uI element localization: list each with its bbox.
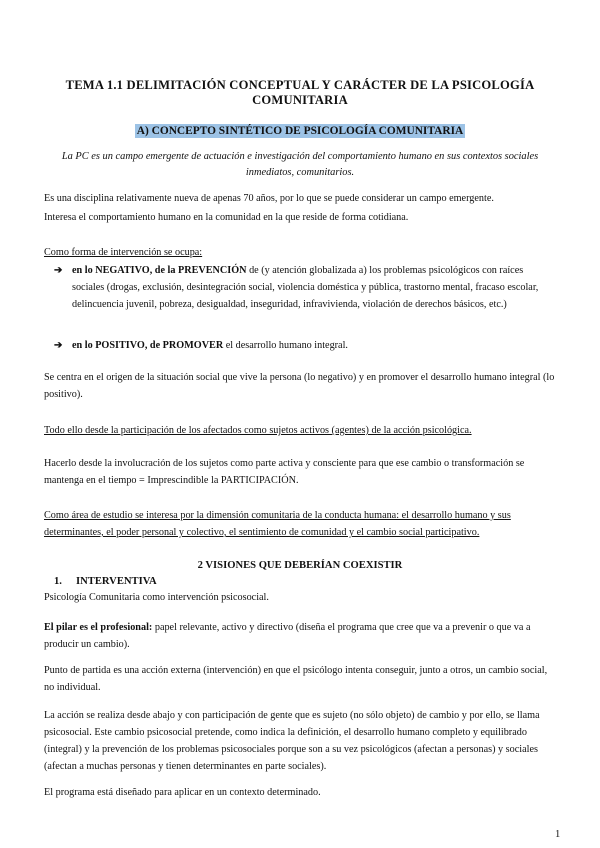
paragraph-7-body: papel relevante, activo y directivo (diseña el programa que cree que va a prevenir o que va a producir un cambio).	[44, 622, 531, 650]
paragraph-4: Hacerlo desde la involucración de los sujetos como parte activa y consciente para que ese cambio o transformación se mantenga en el tiempo = Imprescindible la PARTICIPACIÓN.	[44, 458, 525, 486]
document-title: TEMA 1.1 DELIMITACIÓN CONCEPTUAL Y CARÁCTER DE LA PSICOLOGÍA COMUNITARIA	[65, 78, 535, 107]
paragraph-10: El programa está diseñado para aplicar en un contexto determinado.	[44, 787, 321, 798]
page-number: 1	[555, 829, 561, 840]
paragraph-7	[44, 619, 556, 653]
section-heading: 2 VISIONES QUE DEBERÍAN COEXISTIR	[197, 560, 403, 571]
paragraph-2: Se centra en el origen de la situación social que vive la persona (lo negativo) y en promover el desarrollo humano integral (lo positivo).	[44, 372, 555, 400]
subtitle-wrapper	[44, 121, 556, 139]
paragraph-5-underlined: Como área de estudio se interesa por la dimensión comunitaria de la conducta humana: el desarrollo humano y sus determinantes, el poder personal y colectivo, el sentimiento de comunidad y el cambio social participativo.	[44, 510, 511, 538]
bullet-negative-bold: en lo NEGATIVO, de la PREVENCIÓN	[72, 265, 247, 276]
paragraph-1-line-2: Interesa el comportamiento humano en la comunidad en la que reside de forma cotidiana.	[44, 212, 409, 223]
numbered-heading-index: 1.	[54, 576, 62, 587]
paragraph-8: Punto de partida es una acción externa (intervención) en que el psicólogo intenta conseguir, junto a otros, un cambio social, no individual.	[44, 665, 548, 693]
bullet-positive-bold: en lo POSITIVO, de PROMOVER	[72, 340, 224, 351]
bullet-positive-text	[72, 337, 556, 354]
paragraph-9: La acción se realiza desde abajo y con participación de gente que es sujeto (no sólo objeto) de cambio y por ello, se llama psicosocial. Este cambio psicosocial pretende, como indica la definición, el desarrollo humano completo y equilibrado (integral) y la prevención de los problemas psicosociales porque son a su vez psicológicos (afectan a personas) y sociales (afectan a muchas personas y tienen determinantes en parte sociales).	[44, 710, 540, 772]
paragraph-6: Psicología Comunitaria como intervención psicosocial.	[44, 592, 269, 603]
numbered-heading-title: INTERVENTIVA	[76, 576, 157, 587]
paragraph-3-underlined: Todo ello desde la participación de los afectados como sujetos activos (agentes) de la acción psicológica.	[44, 425, 472, 436]
intervention-heading: Como forma de intervención se ocupa:	[44, 247, 203, 258]
arrow-icon: ➔	[54, 265, 63, 276]
numbered-heading	[54, 575, 157, 589]
definition-text: La PC es un campo emergente de actuación e investigación del comportamiento humano en sus contextos sociales inmediatos, comunitarios.	[61, 151, 539, 178]
bullet-negative-text	[72, 262, 556, 313]
arrow-icon: ➔	[54, 340, 63, 351]
section-subtitle-highlighted: A) CONCEPTO SINTÉTICO DE PSICOLOGÍA COMUNITARIA	[136, 125, 464, 137]
paragraph-1-line-1: Es una disciplina relativamente nueva de apenas 70 años, por lo que se puede considerar un campo emergente.	[44, 193, 494, 204]
bullet-positive-body: el desarrollo humano integral.	[223, 340, 348, 351]
bullet-negative-body: de (y atención globalizada a) los problemas psicológicos con raíces sociales (drogas, exclusión, desintegración social, violencia doméstica y pública, trastorno mental, fracaso escolar, delincuencia juvenil, pobreza, desigualdad, inseguridad, infravivienda, violación de derechos básicos, etc.)	[72, 265, 539, 310]
paragraph-7-bold: El pilar es el profesional:	[44, 622, 153, 633]
